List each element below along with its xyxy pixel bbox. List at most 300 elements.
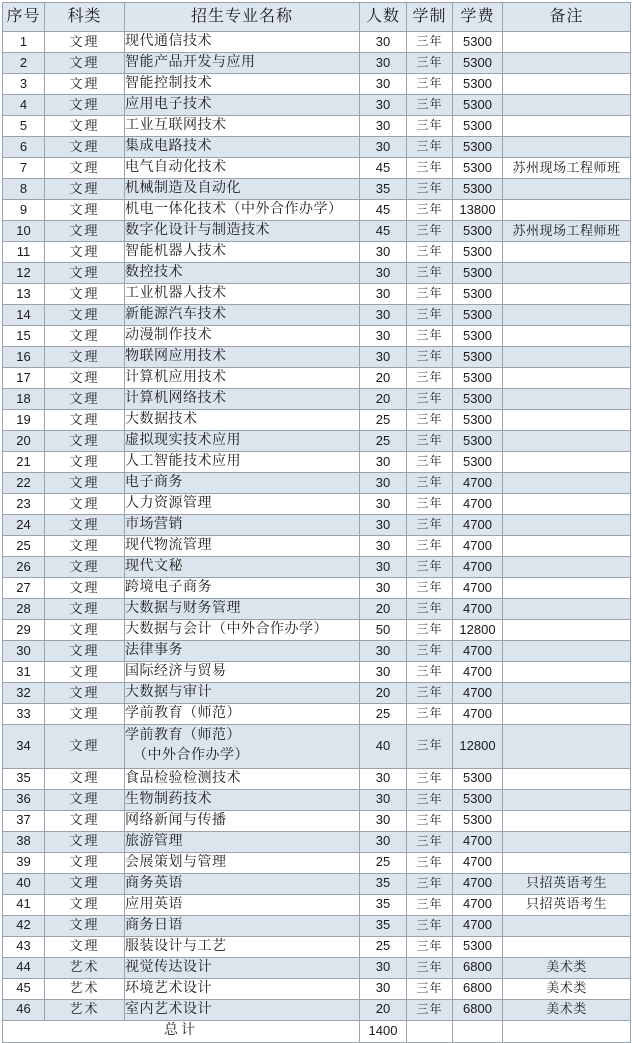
total-duration: [407, 1020, 453, 1042]
row-count: 25: [360, 852, 407, 873]
table-row: [3, 831, 631, 852]
row-index: 34: [3, 725, 45, 769]
row-index: 10: [3, 221, 45, 242]
row-category: 文理: [45, 368, 125, 389]
row-count: 45: [360, 158, 407, 179]
table-row: [3, 494, 631, 515]
table-row: [3, 894, 631, 915]
row-category: 文理: [45, 284, 125, 305]
total-label: 总计: [3, 1020, 360, 1042]
row-tuition: 4700: [453, 704, 503, 725]
row-category: 文理: [45, 894, 125, 915]
row-index: 32: [3, 683, 45, 704]
row-major-name: 电气自动化技术: [125, 158, 360, 179]
row-count: 30: [360, 452, 407, 473]
row-count: 35: [360, 894, 407, 915]
row-index: 42: [3, 915, 45, 936]
row-index: 33: [3, 704, 45, 725]
row-remarks: [503, 473, 631, 494]
table-row: [3, 725, 631, 769]
table-row: [3, 915, 631, 936]
row-tuition: 5300: [453, 431, 503, 452]
row-duration: 三年: [407, 831, 453, 852]
row-tuition: 5300: [453, 95, 503, 116]
table-row: [3, 957, 631, 978]
row-major-name: 智能机器人技术: [125, 242, 360, 263]
row-index: 26: [3, 557, 45, 578]
row-tuition: 4700: [453, 494, 503, 515]
row-tuition: 5300: [453, 242, 503, 263]
row-major-name: 网络新闻与传播: [125, 810, 360, 831]
row-major-name: [125, 725, 360, 769]
row-remarks: [503, 179, 631, 200]
row-index: 16: [3, 347, 45, 368]
row-tuition: 6800: [453, 999, 503, 1020]
row-duration: 三年: [407, 284, 453, 305]
table-row: [3, 95, 631, 116]
row-major-name: 商务日语: [125, 915, 360, 936]
row-count: 30: [360, 242, 407, 263]
row-remarks: [503, 662, 631, 683]
row-count: 30: [360, 95, 407, 116]
row-tuition: 4700: [453, 599, 503, 620]
row-index: 35: [3, 768, 45, 789]
row-category: 文理: [45, 410, 125, 431]
row-remarks: 只招英语考生: [503, 894, 631, 915]
row-category: 文理: [45, 326, 125, 347]
table-row: [3, 768, 631, 789]
row-major-name: 集成电路技术: [125, 137, 360, 158]
row-count: 35: [360, 915, 407, 936]
table-row: [3, 978, 631, 999]
row-duration: 三年: [407, 683, 453, 704]
row-major-name: 旅游管理: [125, 831, 360, 852]
row-count: 30: [360, 32, 407, 53]
row-tuition: 4700: [453, 557, 503, 578]
row-major-line-2: （中外合作办学）: [133, 748, 249, 764]
row-category: 文理: [45, 683, 125, 704]
row-major-name: 电子商务: [125, 473, 360, 494]
row-count: 20: [360, 683, 407, 704]
row-remarks: [503, 620, 631, 641]
table-row: [3, 873, 631, 894]
table-row: [3, 32, 631, 53]
row-index: 39: [3, 852, 45, 873]
row-duration: 三年: [407, 515, 453, 536]
row-category: 文理: [45, 831, 125, 852]
row-remarks: [503, 389, 631, 410]
table-row: [3, 389, 631, 410]
row-remarks: [503, 326, 631, 347]
row-duration: 三年: [407, 116, 453, 137]
row-major-name: 智能产品开发与应用: [125, 53, 360, 74]
table-row: [3, 179, 631, 200]
row-major-name: 动漫制作技术: [125, 326, 360, 347]
row-index: 21: [3, 452, 45, 473]
row-major-name: 工业机器人技术: [125, 284, 360, 305]
row-tuition: 5300: [453, 789, 503, 810]
table-row: [3, 200, 631, 221]
row-index: 46: [3, 999, 45, 1020]
row-count: 30: [360, 641, 407, 662]
row-count: 30: [360, 494, 407, 515]
row-duration: 三年: [407, 704, 453, 725]
table-row: [3, 620, 631, 641]
row-duration: 三年: [407, 137, 453, 158]
row-count: 30: [360, 978, 407, 999]
row-major-name: 虚拟现实技术应用: [125, 431, 360, 452]
row-major-name: 食品检验检测技术: [125, 768, 360, 789]
row-index: 28: [3, 599, 45, 620]
row-category: 文理: [45, 662, 125, 683]
table-row: [3, 410, 631, 431]
row-tuition: 5300: [453, 116, 503, 137]
table-row: [3, 116, 631, 137]
table-row: [3, 536, 631, 557]
row-index: 38: [3, 831, 45, 852]
row-tuition: 5300: [453, 137, 503, 158]
row-index: 45: [3, 978, 45, 999]
table-footer: [3, 1020, 631, 1042]
row-count: 25: [360, 431, 407, 452]
row-count: 30: [360, 137, 407, 158]
row-index: 31: [3, 662, 45, 683]
column-header-no: 序号: [3, 3, 45, 32]
row-remarks: 苏州现场工程师班: [503, 158, 631, 179]
row-major-name: 应用电子技术: [125, 95, 360, 116]
row-major-name: 智能控制技术: [125, 74, 360, 95]
row-remarks: [503, 536, 631, 557]
row-index: 15: [3, 326, 45, 347]
row-tuition: 5300: [453, 158, 503, 179]
row-category: 艺术: [45, 978, 125, 999]
row-category: 文理: [45, 347, 125, 368]
row-remarks: [503, 284, 631, 305]
row-tuition: 12800: [453, 620, 503, 641]
row-major-name: 服装设计与工艺: [125, 936, 360, 957]
row-duration: 三年: [407, 620, 453, 641]
row-tuition: 4700: [453, 894, 503, 915]
row-category: 文理: [45, 137, 125, 158]
column-header-category: 科类: [45, 3, 125, 32]
row-duration: 三年: [407, 957, 453, 978]
row-major-name: 人力资源管理: [125, 494, 360, 515]
row-major-line-1: 学前教育（师范）: [125, 728, 241, 743]
row-tuition: 4700: [453, 662, 503, 683]
row-duration: 三年: [407, 305, 453, 326]
row-index: 8: [3, 179, 45, 200]
row-major-name: 人工智能技术应用: [125, 452, 360, 473]
row-major-name: 生物制药技术: [125, 789, 360, 810]
row-tuition: 5300: [453, 284, 503, 305]
row-duration: 三年: [407, 326, 453, 347]
row-tuition: 4700: [453, 515, 503, 536]
row-category: 文理: [45, 32, 125, 53]
row-duration: 三年: [407, 894, 453, 915]
row-major-name: 现代物流管理: [125, 536, 360, 557]
row-tuition: 5300: [453, 53, 503, 74]
row-tuition: 5300: [453, 410, 503, 431]
row-count: 30: [360, 557, 407, 578]
row-remarks: [503, 704, 631, 725]
row-major-name: 法律事务: [125, 641, 360, 662]
row-count: 30: [360, 263, 407, 284]
row-major-name: 机电一体化技术（中外合作办学）: [125, 200, 360, 221]
row-tuition: 5300: [453, 305, 503, 326]
row-category: 文理: [45, 452, 125, 473]
row-major-name: 计算机应用技术: [125, 368, 360, 389]
row-count: 30: [360, 957, 407, 978]
row-tuition: 5300: [453, 74, 503, 95]
table-row: [3, 936, 631, 957]
row-major-name: 市场营销: [125, 515, 360, 536]
row-remarks: [503, 810, 631, 831]
row-remarks: [503, 831, 631, 852]
row-category: 文理: [45, 704, 125, 725]
table-row: [3, 284, 631, 305]
table-header: [3, 3, 631, 32]
row-index: 4: [3, 95, 45, 116]
row-index: 37: [3, 810, 45, 831]
row-remarks: [503, 200, 631, 221]
row-duration: 三年: [407, 452, 453, 473]
row-index: 13: [3, 284, 45, 305]
row-count: 25: [360, 704, 407, 725]
row-duration: 三年: [407, 95, 453, 116]
row-major-name: 室内艺术设计: [125, 999, 360, 1020]
row-category: 文理: [45, 936, 125, 957]
row-category: 文理: [45, 263, 125, 284]
row-index: 24: [3, 515, 45, 536]
header-row: [3, 3, 631, 32]
row-duration: 三年: [407, 473, 453, 494]
row-major-name: 大数据与财务管理: [125, 599, 360, 620]
row-index: 1: [3, 32, 45, 53]
row-tuition: 5300: [453, 768, 503, 789]
row-tuition: 4700: [453, 578, 503, 599]
row-count: 30: [360, 810, 407, 831]
row-category: 文理: [45, 810, 125, 831]
row-category: 文理: [45, 599, 125, 620]
row-index: 29: [3, 620, 45, 641]
row-tuition: 5300: [453, 347, 503, 368]
row-duration: 三年: [407, 32, 453, 53]
row-duration: 三年: [407, 158, 453, 179]
table-row: [3, 810, 631, 831]
row-major-name: 新能源汽车技术: [125, 305, 360, 326]
row-duration: 三年: [407, 810, 453, 831]
row-major-name: 机械制造及自动化: [125, 179, 360, 200]
row-remarks: [503, 725, 631, 769]
row-index: 40: [3, 873, 45, 894]
row-remarks: [503, 452, 631, 473]
row-major-name: 物联网应用技术: [125, 347, 360, 368]
row-count: 30: [360, 326, 407, 347]
row-remarks: [503, 74, 631, 95]
table-row: [3, 852, 631, 873]
row-duration: 三年: [407, 53, 453, 74]
row-remarks: [503, 32, 631, 53]
table-row: [3, 305, 631, 326]
row-remarks: [503, 494, 631, 515]
row-count: 35: [360, 179, 407, 200]
row-category: 文理: [45, 620, 125, 641]
row-category: 文理: [45, 494, 125, 515]
row-count: 30: [360, 305, 407, 326]
row-tuition: 4700: [453, 915, 503, 936]
row-index: 20: [3, 431, 45, 452]
table-row: [3, 452, 631, 473]
table-row: [3, 641, 631, 662]
row-category: 文理: [45, 915, 125, 936]
row-index: 27: [3, 578, 45, 599]
row-remarks: [503, 347, 631, 368]
row-remarks: [503, 852, 631, 873]
row-tuition: 4700: [453, 473, 503, 494]
row-tuition: 5300: [453, 936, 503, 957]
total-count: 1400: [360, 1020, 407, 1042]
row-duration: 三年: [407, 389, 453, 410]
row-tuition: 4700: [453, 852, 503, 873]
table-row: [3, 599, 631, 620]
table-row: [3, 789, 631, 810]
table-row: [3, 263, 631, 284]
row-count: 35: [360, 873, 407, 894]
row-remarks: [503, 578, 631, 599]
row-duration: 三年: [407, 936, 453, 957]
row-count: 20: [360, 389, 407, 410]
row-major-name: 跨境电子商务: [125, 578, 360, 599]
row-duration: 三年: [407, 431, 453, 452]
row-remarks: [503, 116, 631, 137]
row-major-name: 数字化设计与制造技术: [125, 221, 360, 242]
row-count: 30: [360, 515, 407, 536]
row-remarks: [503, 915, 631, 936]
row-duration: 三年: [407, 915, 453, 936]
row-remarks: 苏州现场工程师班: [503, 221, 631, 242]
row-count: 45: [360, 200, 407, 221]
total-remarks: [503, 1020, 631, 1042]
row-category: 文理: [45, 242, 125, 263]
row-count: 45: [360, 221, 407, 242]
row-count: 20: [360, 368, 407, 389]
row-category: 文理: [45, 95, 125, 116]
row-category: 文理: [45, 53, 125, 74]
row-count: 40: [360, 725, 407, 769]
row-count: 30: [360, 74, 407, 95]
table-row: [3, 368, 631, 389]
row-index: 14: [3, 305, 45, 326]
row-major-name: 商务英语: [125, 873, 360, 894]
row-tuition: 5300: [453, 263, 503, 284]
row-tuition: 6800: [453, 978, 503, 999]
row-duration: 三年: [407, 641, 453, 662]
row-duration: 三年: [407, 536, 453, 557]
row-tuition: 5300: [453, 810, 503, 831]
row-duration: 三年: [407, 725, 453, 769]
row-count: 20: [360, 599, 407, 620]
row-major-name: 数控技术: [125, 263, 360, 284]
row-index: 5: [3, 116, 45, 137]
row-count: 30: [360, 789, 407, 810]
row-remarks: [503, 936, 631, 957]
row-category: 文理: [45, 536, 125, 557]
table-row: [3, 53, 631, 74]
row-remarks: [503, 95, 631, 116]
row-tuition: 12800: [453, 725, 503, 769]
row-remarks: 只招英语考生: [503, 873, 631, 894]
row-major-name: 大数据与审计: [125, 683, 360, 704]
table-row: [3, 683, 631, 704]
row-index: 44: [3, 957, 45, 978]
row-category: 艺术: [45, 957, 125, 978]
row-index: 19: [3, 410, 45, 431]
row-remarks: [503, 242, 631, 263]
table-row: [3, 221, 631, 242]
row-duration: 三年: [407, 789, 453, 810]
row-remarks: [503, 789, 631, 810]
row-remarks: [503, 768, 631, 789]
row-remarks: [503, 305, 631, 326]
row-duration: 三年: [407, 578, 453, 599]
row-major-name: 应用英语: [125, 894, 360, 915]
row-tuition: 4700: [453, 536, 503, 557]
row-remarks: 美术类: [503, 999, 631, 1020]
table-row: [3, 662, 631, 683]
row-tuition: 5300: [453, 221, 503, 242]
row-index: 25: [3, 536, 45, 557]
row-duration: 三年: [407, 873, 453, 894]
column-header-remarks: 备注: [503, 3, 631, 32]
row-index: 23: [3, 494, 45, 515]
row-count: 30: [360, 578, 407, 599]
row-major-name: 视觉传达设计: [125, 957, 360, 978]
row-tuition: 4700: [453, 641, 503, 662]
row-duration: 三年: [407, 179, 453, 200]
total-tuition: [453, 1020, 503, 1042]
row-category: 文理: [45, 515, 125, 536]
row-duration: 三年: [407, 852, 453, 873]
row-category: 文理: [45, 473, 125, 494]
column-header-major: 招生专业名称: [125, 3, 360, 32]
row-major-name: 环境艺术设计: [125, 978, 360, 999]
row-duration: 三年: [407, 74, 453, 95]
row-count: 30: [360, 768, 407, 789]
row-tuition: 5300: [453, 32, 503, 53]
row-index: 7: [3, 158, 45, 179]
table-row: [3, 242, 631, 263]
row-major-name: 计算机网络技术: [125, 389, 360, 410]
row-remarks: [503, 368, 631, 389]
row-category: 文理: [45, 158, 125, 179]
row-remarks: [503, 137, 631, 158]
row-category: 文理: [45, 578, 125, 599]
row-tuition: 5300: [453, 452, 503, 473]
row-tuition: 4700: [453, 683, 503, 704]
row-category: 文理: [45, 641, 125, 662]
row-count: 30: [360, 284, 407, 305]
row-duration: 三年: [407, 599, 453, 620]
row-remarks: [503, 263, 631, 284]
row-duration: 三年: [407, 557, 453, 578]
row-duration: 三年: [407, 494, 453, 515]
table-row: [3, 557, 631, 578]
row-major-name: 学前教育（师范）: [125, 704, 360, 725]
table-row: [3, 999, 631, 1020]
row-count: 30: [360, 662, 407, 683]
row-tuition: 5300: [453, 179, 503, 200]
row-index: 36: [3, 789, 45, 810]
